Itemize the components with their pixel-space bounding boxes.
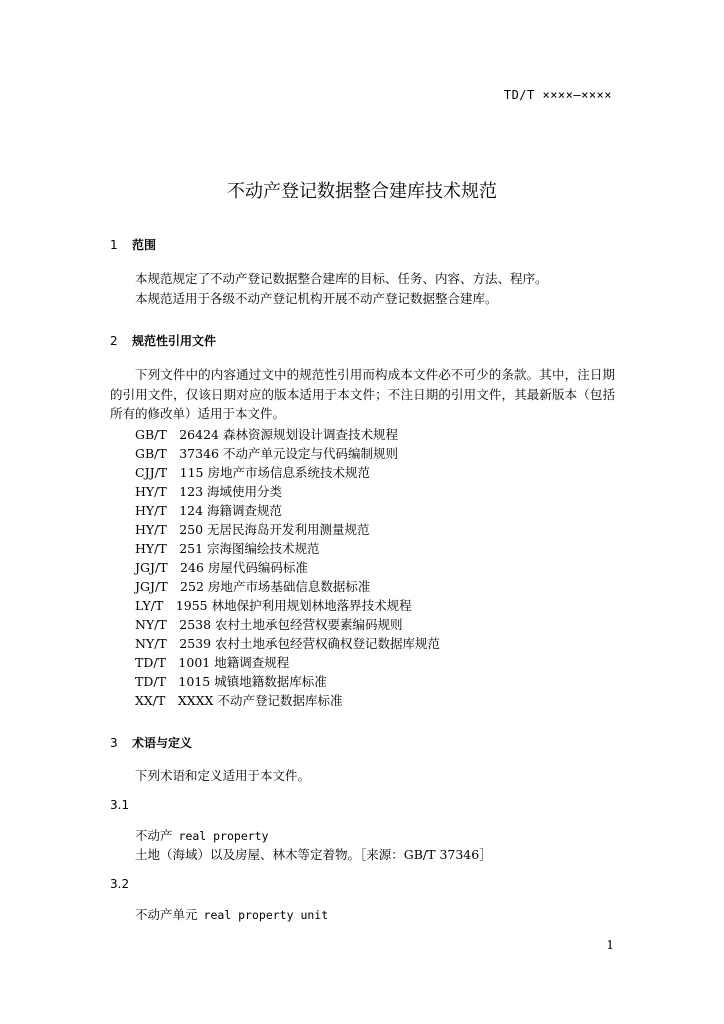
reference-name: 无居民海岛开发利用测量规范: [207, 522, 370, 537]
page-number: 1: [606, 938, 614, 952]
section-3-heading: [110, 734, 192, 751]
reference-item: [135, 653, 289, 671]
reference-item: [135, 691, 342, 709]
reference-code: NY/T 2539: [135, 636, 212, 651]
paragraph: 本规范适用于各级不动产登记机构开展不动产登记数据整合建库。: [135, 291, 498, 306]
term-english: real property: [178, 829, 269, 843]
reference-item: [135, 425, 398, 443]
reference-item: [135, 444, 398, 462]
reference-name: 城镇地籍数据库标准: [214, 674, 327, 689]
section-2-heading: [110, 332, 216, 349]
reference-item: [135, 558, 308, 576]
section-number: 1: [110, 238, 118, 252]
reference-code: HY/T 124: [135, 503, 204, 518]
reference-name: 房屋代码编码标准: [207, 560, 308, 575]
reference-item: [135, 463, 370, 481]
reference-code: NY/T 2538: [135, 617, 212, 632]
reference-name: 海域使用分类: [207, 484, 283, 499]
reference-code: HY/T 250: [135, 522, 204, 537]
paragraph: 下列术语和定义适用于本文件。: [135, 768, 311, 783]
term-number: 3.1: [110, 798, 130, 812]
reference-name: 地籍调查规程: [214, 655, 290, 670]
reference-item: [135, 520, 370, 538]
section-title: 范围: [132, 238, 157, 252]
reference-name: 海籍调查规范: [207, 503, 283, 518]
section-number: 2: [110, 334, 118, 348]
term-entry: [135, 826, 269, 844]
section-number: 3: [110, 736, 118, 750]
document-title: 不动产登记数据整合建库技术规范: [227, 181, 497, 202]
section-title: 术语与定义: [132, 736, 193, 750]
reference-name: 不动产单元设定与代码编制规则: [222, 446, 398, 461]
reference-code: TD/T 1001: [135, 655, 211, 670]
term-english: real property unit: [203, 908, 329, 922]
reference-code: XX/T XXXX: [135, 693, 214, 708]
term-chinese: 不动产单元: [135, 907, 198, 922]
reference-item: [135, 577, 370, 595]
reference-item: [135, 634, 440, 652]
reference-code: JGJ/T 246: [135, 560, 204, 575]
reference-code: GB/T 37346: [135, 446, 219, 461]
reference-item: [135, 615, 403, 633]
paragraph: 本规范规定了不动产登记数据整合建库的目标、任务、内容、方法、程序。: [135, 271, 548, 286]
reference-name: 森林资源规划设计调查技术规程: [222, 427, 398, 442]
reference-name: 不动产登记数据库标准: [217, 693, 343, 708]
reference-name: 林地保护利用规划林地落界技术规程: [211, 598, 412, 613]
term-chinese: 不动产: [135, 828, 173, 843]
term-number: 3.2: [110, 877, 130, 891]
reference-code: HY/T 123: [135, 484, 204, 499]
reference-item: [135, 482, 282, 500]
section-title: 规范性引用文件: [132, 334, 217, 348]
reference-code: LY/T 1955: [135, 598, 208, 613]
reference-code: HY/T 251: [135, 541, 204, 556]
paragraph: 下列文件中的内容通过文中的规范性引用而构成本文件必不可少的条款。其中，注日期的引用文件，仅该日期对应的版本适用于本文件；不注日期的引用文件，其最新版本（包括所有的修改单）适用于本文件。: [110, 367, 615, 421]
standard-number: TD/T ××××—××××: [503, 88, 612, 102]
reference-item: [135, 539, 320, 557]
reference-item: [135, 501, 282, 519]
section-1-heading: [110, 236, 156, 253]
term-entry: [135, 905, 328, 923]
reference-item: [135, 596, 412, 614]
reference-code: TD/T 1015: [135, 674, 211, 689]
reference-code: JGJ/T 252: [135, 579, 204, 594]
reference-name: 宗海图编绘技术规范: [207, 541, 320, 556]
reference-code: CJJ/T 115: [135, 465, 204, 480]
term-definition: 土地（海域）以及房屋、林木等定着物。［来源：GB/T 37346］: [135, 847, 492, 862]
reference-name: 农村土地承包经营权要素编码规则: [215, 617, 403, 632]
reference-name: 房地产市场信息系统技术规范: [207, 465, 370, 480]
reference-item: [135, 672, 327, 690]
reference-name: 房地产市场基础信息数据标准: [207, 579, 371, 594]
reference-code: GB/T 26424: [135, 427, 219, 442]
reference-name: 农村土地承包经营权确权登记数据库规范: [215, 636, 441, 651]
